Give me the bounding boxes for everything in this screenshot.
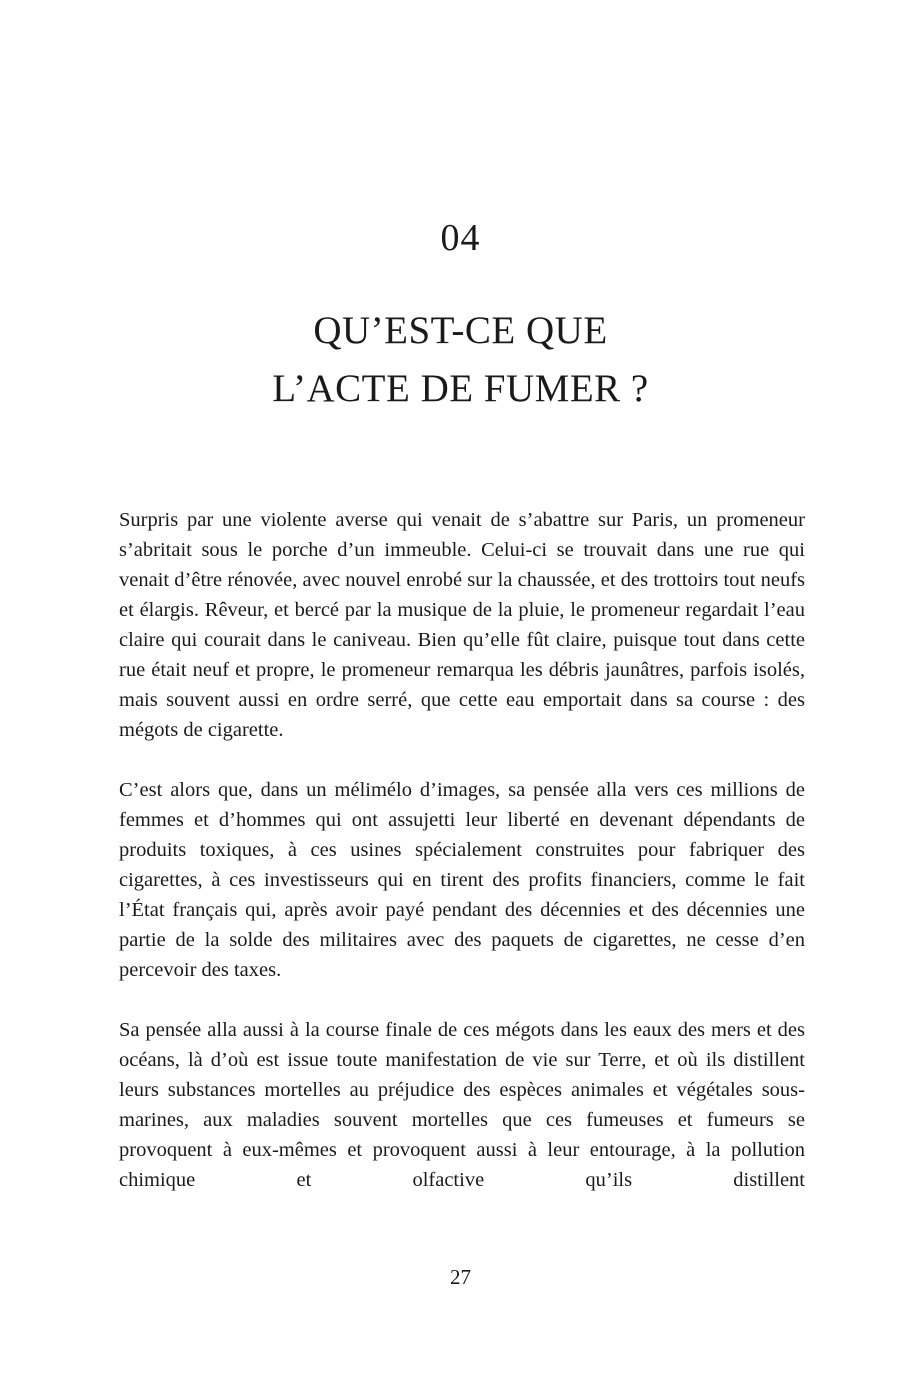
- chapter-title: [0, 302, 921, 418]
- paragraph-2: C’est alors que, dans un mélimélo d’images, sa pensée alla vers ces millions de femmes et d’hommes qui ont assujetti leur liberté en devenant dépendants de produits toxiques, à ces usines spécialement construites pour fabriquer des cigarettes, à ces investisseurs qui en tirent des profits financiers, comme le fait l’État français qui, après avoir payé pendant des décennies et des décennies une partie de la solde des militaires avec des paquets de cigarettes, ne cesse d’en percevoir des taxes.: [119, 779, 805, 981]
- page-number: 27: [450, 1265, 471, 1289]
- body-text: [119, 505, 805, 1225]
- chapter-title-line-1: QU’EST-CE QUE: [313, 309, 608, 352]
- chapter-title-line-2: L’ACTE DE FUMER ?: [272, 367, 649, 410]
- paragraph-1: Surpris par une violente averse qui venait de s’abattre sur Paris, un promeneur s’abritait sous le porche d’un immeuble. Celui-ci se trouvait dans une rue qui venait d’être rénovée, avec nouvel enrobé sur la chaussée, et des trottoirs tout neufs et élargis. Rêveur, et bercé par la musique de la pluie, le promeneur regardait l’eau claire qui courait dans le caniveau. Bien qu’elle fût claire, puisque tout dans cette rue était neuf et propre, le promeneur remarqua les débris jaunâtres, parfois isolés, mais souvent aussi en ordre serré, que cette eau emportait dans sa course : des mégots de cigarette.: [119, 509, 805, 741]
- paragraph-3: Sa pensée alla aussi à la course finale de ces mégots dans les eaux des mers et des océans, là d’où est issue toute manifestation de vie sur Terre, et où ils distillent leurs substances mortelles au préjudice des espèces animales et végétales sous-marines, aux maladies souvent mortelles que ces fumeuses et fumeurs se provoquent à eux-mêmes et provoquent aussi à leur entourage, à la pollution chimique et olfactive qu’ils distillent: [119, 1019, 805, 1191]
- chapter-number: 04: [440, 217, 481, 259]
